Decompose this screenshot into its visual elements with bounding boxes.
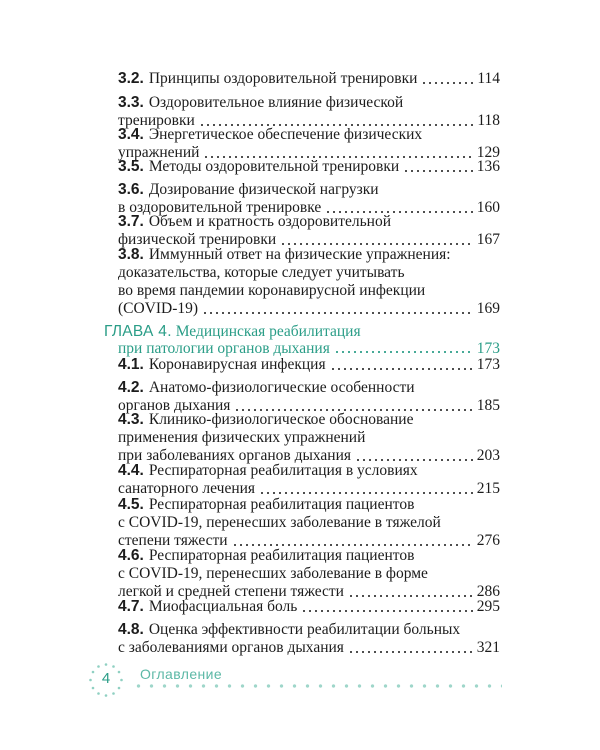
entry-title-line: Принципы оздоровительной тренировки xyxy=(148,70,418,87)
entry-number: 3.7. xyxy=(118,213,144,230)
toc-entry-3-4[interactable] xyxy=(118,126,500,162)
chapter-heading[interactable] xyxy=(104,323,500,357)
entry-title-line: в оздоровительной тренировке xyxy=(118,199,322,216)
dot-leader xyxy=(355,459,473,461)
entry-title-line: Оценка эффективности реабилитации больных xyxy=(148,621,461,638)
toc-entry-4-3[interactable] xyxy=(118,411,500,465)
entry-title-line: Энергетическое обеспечение физических xyxy=(148,126,423,143)
chapter-title-line: при патологии органов дыхания xyxy=(118,340,330,357)
dot-leader xyxy=(301,610,472,612)
entry-title-line: упражнений xyxy=(118,144,200,161)
toc-entry-4-7[interactable] xyxy=(118,598,500,616)
dot-leader xyxy=(421,82,473,84)
entry-title-line: Клинико-физиологическое обоснование xyxy=(148,411,414,428)
entry-title-line: применения физических упражнений xyxy=(118,429,366,446)
entry-title-line: Оздоровительное влияние физической xyxy=(148,94,404,111)
entry-title-line: физической тренировки xyxy=(118,231,277,248)
entry-page-number: 167 xyxy=(476,231,500,248)
entry-page-number: 173 xyxy=(476,356,500,373)
entry-title-line: органов дыхания xyxy=(118,397,231,414)
entry-number: 4.2. xyxy=(118,379,144,396)
entry-page-number: 136 xyxy=(476,158,500,175)
dot-leader xyxy=(202,312,473,314)
entry-number: 3.6. xyxy=(118,181,144,198)
entry-title-line: (COVID-19) xyxy=(118,300,199,317)
entry-page-number: 215 xyxy=(476,480,500,497)
entry-page-number: 295 xyxy=(476,598,500,615)
entry-title-line: с COVID-19, перенесших заболевание в тяжелой xyxy=(118,514,441,531)
entry-page-number: 129 xyxy=(476,144,500,161)
dot-leader xyxy=(348,651,473,653)
page-footer xyxy=(88,662,508,702)
entry-title-line: санаторного лечения xyxy=(118,480,256,497)
entry-page-number: 286 xyxy=(476,583,500,600)
entry-number: 4.5. xyxy=(118,496,144,513)
entry-number: 3.2. xyxy=(118,70,144,87)
entry-number: 3.8. xyxy=(118,246,144,263)
dot-leader xyxy=(232,544,473,546)
chapter-title-line: Медицинская реабилитация xyxy=(175,323,361,340)
entry-number: 3.5. xyxy=(118,158,144,175)
entry-page-number: 185 xyxy=(476,397,500,414)
toc-entry-3-7[interactable] xyxy=(118,213,500,249)
toc-entry-4-8[interactable] xyxy=(118,621,500,657)
entry-title-line: Миофасциальная боль xyxy=(148,598,298,615)
toc-entry-3-6[interactable] xyxy=(118,181,500,217)
chapter-page-number: 173 xyxy=(476,340,500,357)
entry-page-number: 160 xyxy=(476,199,500,216)
toc-entry-3-3[interactable] xyxy=(118,94,500,130)
entry-number: 4.6. xyxy=(118,547,144,564)
entry-title-line: при заболеваниях органов дыхания xyxy=(118,447,352,464)
toc-entry-4-4[interactable] xyxy=(118,462,500,498)
entry-title-line: степени тяжести xyxy=(118,532,228,549)
entry-number: 4.7. xyxy=(118,598,144,615)
entry-number: 3.3. xyxy=(118,94,144,111)
footer-dot-rule xyxy=(132,684,502,688)
entry-title-line: Дозирование физической нагрузки xyxy=(148,181,379,198)
entry-title-line: Иммунный ответ на физические упражнения: xyxy=(148,246,451,263)
entry-title-line: во время пандемии коронавирусной инфекции xyxy=(118,282,426,299)
toc-entry-4-6[interactable] xyxy=(118,547,500,601)
dot-leader xyxy=(259,492,473,494)
toc-entry-3-2[interactable] xyxy=(118,70,500,88)
entry-page-number: 169 xyxy=(476,300,500,317)
entry-title-line: Методы оздоровительной тренировки xyxy=(148,158,400,175)
entry-title-line: Респираторная реабилитация пациентов xyxy=(148,547,415,564)
chapter-label: ГЛАВА 4. xyxy=(104,323,172,340)
entry-number: 4.4. xyxy=(118,462,144,479)
toc-entry-4-1[interactable] xyxy=(118,356,500,374)
entry-title-line: легкой и средней степени тяжести xyxy=(118,583,344,600)
entry-page-number: 321 xyxy=(476,639,500,656)
dot-leader xyxy=(330,368,473,370)
entry-page-number: 203 xyxy=(476,447,500,464)
entry-title-line: Анатомо-физиологические особенности xyxy=(148,379,415,396)
entry-title-line: доказательства, которые следует учитывать xyxy=(118,264,405,281)
dot-leader xyxy=(334,351,473,353)
entry-title-line: Коронавирусная инфекция xyxy=(148,356,326,373)
toc-entry-3-8[interactable] xyxy=(118,246,500,318)
entry-title-line: с COVID-19, перенесших заболевание в форме xyxy=(118,565,428,582)
entry-title-line: Респираторная реабилитация пациентов xyxy=(148,496,415,513)
entry-page-number: 114 xyxy=(477,70,500,87)
entry-number: 4.1. xyxy=(118,356,144,373)
dot-leader xyxy=(403,170,473,172)
entry-title-line: Респираторная реабилитация в условиях xyxy=(148,462,418,479)
entry-title-line: тренировки xyxy=(118,112,195,129)
toc-entry-4-2[interactable] xyxy=(118,379,500,415)
entry-page-number: 276 xyxy=(476,532,500,549)
dot-leader xyxy=(280,243,473,245)
entry-title-line: Объем и кратность оздоровительной xyxy=(148,213,392,230)
toc-entry-3-5[interactable] xyxy=(118,158,500,176)
entry-number: 4.3. xyxy=(118,411,144,428)
footer-page-number: 4 xyxy=(101,670,111,687)
entry-title-line: с заболеваниями органов дыхания xyxy=(118,639,344,656)
entry-number: 3.4. xyxy=(118,126,144,143)
entry-page-number: 118 xyxy=(477,112,500,129)
toc-entry-4-5[interactable] xyxy=(118,496,500,550)
dot-leader xyxy=(348,595,473,597)
entry-number: 4.8. xyxy=(118,621,144,638)
footer-section-title: Оглавление xyxy=(140,666,223,682)
